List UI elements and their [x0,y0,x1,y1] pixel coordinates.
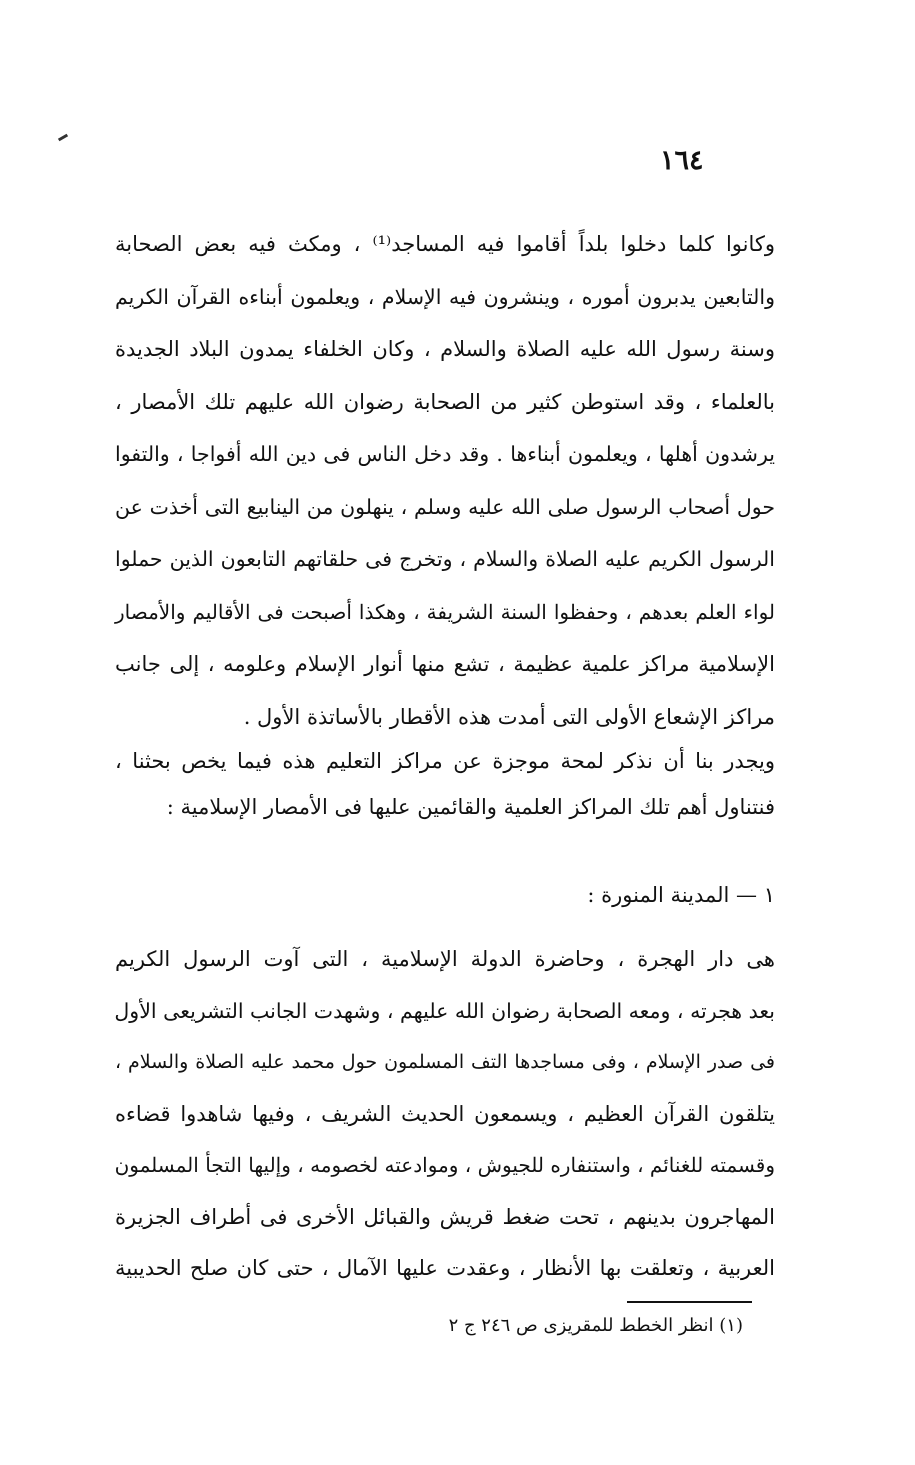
text-line: يتلقون القرآن العظيم ، ويسمعون الحديث الشريف ، وفيها شاهدوا قضاءه [115,1101,775,1126]
text-line: الإسلامية مراكز علمية عظيمة ، تشع منها أنوار الإسلام وعلومه ، إلى جانب [115,652,775,676]
footnote-divider [627,1301,752,1303]
text-line: فنتناول أهم تلك المراكز العلمية والقائمين عليها فى الأمصار الإسلامية : [166,795,775,819]
text-line: الرسول الكريم عليه الصلاة والسلام ، وتخرج فى حلقاتهم التابعون الذين حملوا [115,547,775,571]
paragraph-intro [115,218,775,743]
text-line: المهاجرون بدينهم ، تحت ضغط قريش والقبائل الأخرى فى أطراف الجزيرة [115,1204,775,1229]
text-line: وسنة رسول الله عليه الصلاة والسلام ، وكان الخلفاء يمدون البلاد الجديدة [115,337,775,361]
text-line: وكانوا كلما دخلوا بلداً أقاموا فيه المساجد⁽¹⁾ ، ومكث فيه بعض الصحابة [115,232,776,256]
text-line: حول أصحاب الرسول صلى الله عليه وسلم ، ينهلون من الينابيع التى أخذت عن [115,494,775,519]
page-number: ١٦٤ [660,145,704,176]
text-line: وقسمته للغنائم ، واستنفاره للجيوش ، وموادعته لخصومه ، وإليها التجأ المسلمون [114,1153,775,1177]
text-line: يرشدون أهلها ، ويعلمون أبناءها . وقد دخل الناس فى دين الله أفواجا ، والتفوا [115,442,775,466]
footnote: (١) انظر الخطط للمقريزى ص ٢٤٦ ج ٢ [448,1315,743,1336]
paragraph-transition [115,738,775,830]
text-line: العربية ، وتعلقت بها الأنظار ، وعقدت عليها الآمال ، حتى كان صلح الحديبية [115,1256,775,1280]
text-line: والتابعين يدبرون أموره ، وينشرون فيه الإسلام ، ويعلمون أبناءه القرآن الكريم [115,284,775,309]
text-line: بالعلماء ، وقد استوطن كثير من الصحابة رضوان الله عليهم تلك الأمصار ، [115,389,775,414]
paragraph-medina [115,934,775,1295]
text-line: ويجدر بنا أن نذكر لمحة موجزة عن مراكز التعليم هذه فيما يخص بحثنا ، [115,749,775,773]
text-line: هى دار الهجرة ، وحاضرة الدولة الإسلامية ، التى آوت الرسول الكريم [115,947,775,971]
text-line: لواء العلم بعدهم ، وحفظوا السنة الشريفة ، وهكذا أصبحت فى الأقاليم والأمصار [115,599,775,624]
section-heading-medina: ١ — المدينة المنورة : [587,883,775,907]
scan-speck [58,134,68,142]
text-line: بعد هجرته ، ومعه الصحابة رضوان الله عليهم ، وشهدت الجانب التشريعى الأول [114,998,775,1023]
text-line: مراكز الإشعاع الأولى التى أمدت هذه الأقطار بالأساتذة الأول . [243,704,775,729]
text-line: فى صدر الإسلام ، وفى مساجدها التف المسلمون حول محمد عليه الصلاة والسلام ، [115,1051,775,1073]
